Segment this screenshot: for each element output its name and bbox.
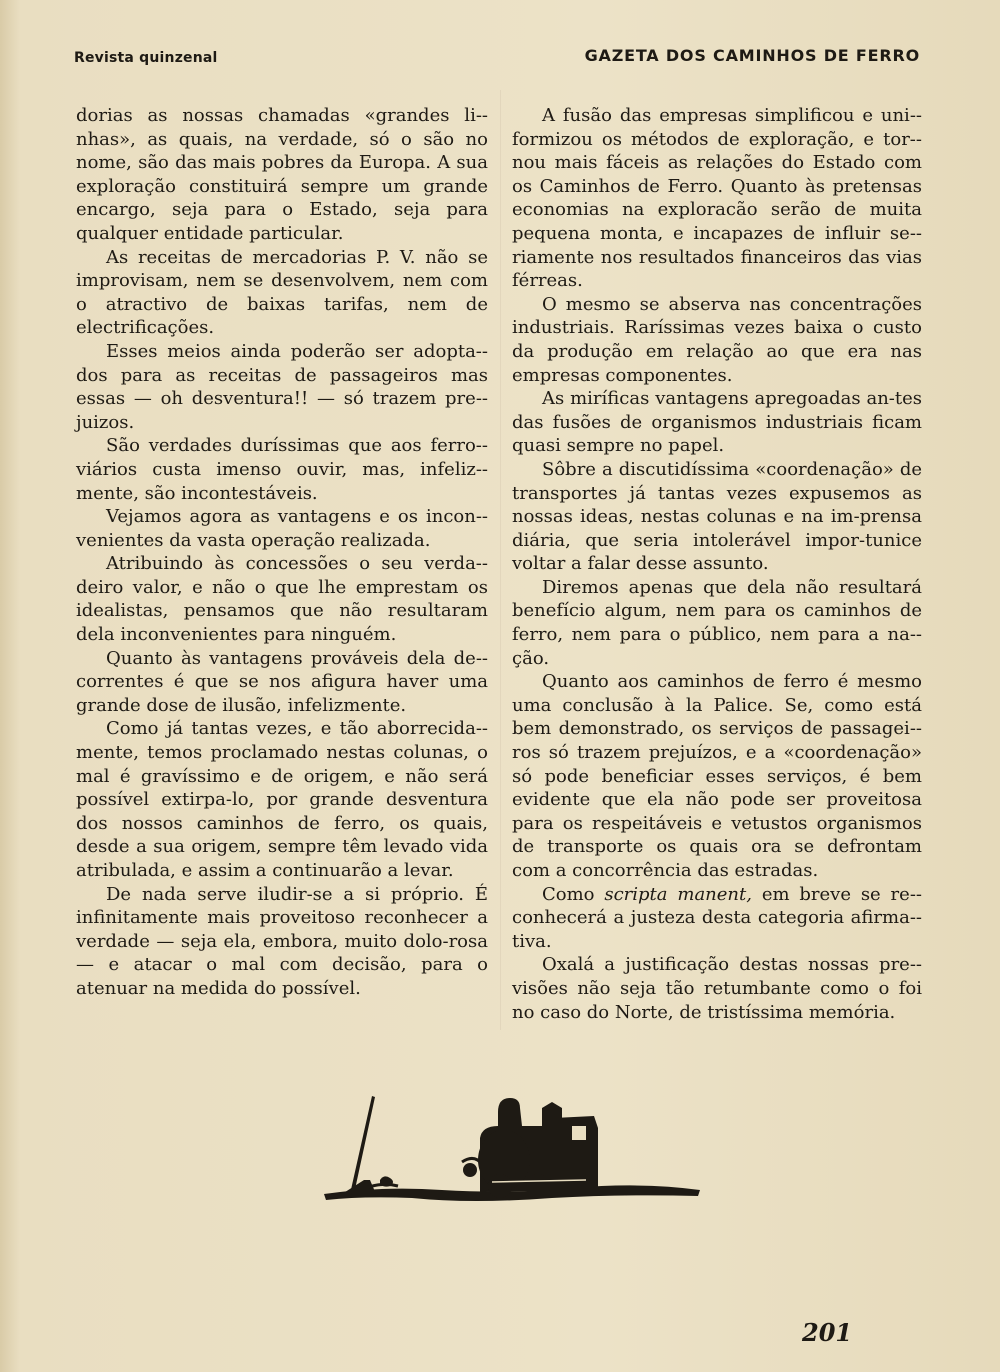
paragraph: De nada serve iludir-se a si próprio. É infinitamente mais proveitoso reconhecer a verdade — seja ela, embora, muito dolo-rosa — e atacar o mal com decisão, para o atenuar na medida do possível. (76, 883, 488, 999)
right-column (512, 104, 922, 1024)
paragraph: Vejamos agora as vantagens e os incon-venientes da vasta operação realizada. (76, 506, 488, 551)
italic-phrase: scripta manent, (604, 883, 752, 905)
paragraph: Quanto às vantagens prováveis dela de-correntes é que se nos afigura haver uma grande dose de ilusão, infelizmente. (76, 647, 488, 716)
paragraph: Quanto aos caminhos de ferro é mesmo uma conclusão à la Palice. Se, como está bem demonstrado, os serviços de passagei-ros só trazem prejuízos, e a «coordenação» só pode beneficiar esses serviços, é bem evidente que ela não pode ser proveitosa para os respeitáveis e vetustos organismos de transporte os quais ora se defrontam com a concorrência das estradas. (512, 671, 922, 881)
paragraph: Diremos apenas que dela não resultará benefício algum, nem para os caminhos de ferro, nem para o público, nem para a na-ção. (512, 576, 922, 669)
paragraph: A fusão das empresas simplificou e uni-formizou os métodos de exploração, e tor-nou mais fáceis as relações do Estado com os Caminhos de Ferro. Quanto às pretensas economias na exploracão serão de muita pequena monta, e incapazes de influir se-riamente nos resultados financeiros das vias férreas. (512, 105, 922, 292)
text-run: Como (542, 883, 605, 905)
paragraph: Atribuindo às concessões o seu verda-deiro valor, e não o que lhe emprestam os idealistas, pensamos que não resultaram dela inconvenientes para ninguém. (76, 553, 488, 646)
paragraph: São verdades duríssimas que aos ferro-viários custa imenso ouvir, mas, infeliz-mente, são incontestáveis. (76, 435, 488, 504)
column-gutter (500, 90, 501, 1030)
left-column (76, 104, 488, 1001)
paragraph: Como já tantas vezes, e tão aborrecida-mente, temos proclamado nestas colunas, o mal é gravíssimo e de origem, e não será possível extirpa-lo, por grande desventura dos nossos caminhos de ferro, os quais, desde a sua origem, sempre têm levado vida atribulada, e assim a continuarão a levar. (76, 718, 488, 881)
paragraph: O mesmo se abserva nas concentrações industriais. Raríssimas vezes baixa o custo da produção em relação ao que era nas empresas componentes. (512, 293, 922, 386)
paragraph: As receitas de mercadorias P. V. não se improvisam, nem se desenvolvem, nem com o atractivo de baixas tarifas, nem de electrificações. (76, 246, 488, 339)
paragraph: dorias as nossas chamadas «grandes li-nhas», as quais, na verdade, só o são no nome, são das mais pobres da Europa. A sua exploração constituirá sempre um grande encargo, seja para o Estado, seja para qualquer entidade particular. (76, 105, 488, 244)
paragraph: As miríficas vantagens apregoadas an-tes das fusões de organismos industriais ficam quasi sempre no papel. (512, 388, 922, 457)
running-header (74, 46, 920, 72)
paragraph: Oxalá a justificação destas nossas pre-visões não seja tão retumbante como o foi no caso do Norte, de tristíssima memória. (512, 954, 922, 1023)
paragraph: Sôbre a discutidíssima «coordenação» de transportes já tantas vezes expusemos as nossas ideas, nestas colunas e na im-prensa diária, que seria intolerável impor-tunice voltar a falar desse assunto. (512, 458, 922, 575)
paragraph-scripta-manent (512, 883, 922, 954)
header-left: Revista quinzenal (74, 50, 218, 66)
text-run: em breve se re-conhecerá a justeza desta categoria afirma-tiva. (512, 883, 922, 952)
paragraph: Esses meios ainda poderão ser adopta-dos para as receitas de passageiros mas essas — oh desventura!! — só trazem pre-juizos. (76, 340, 488, 433)
header-right: GAZETA DOS CAMINHOS DE FERRO (584, 46, 920, 65)
page-number: 201 (802, 1318, 853, 1347)
locomotive-vignette-icon (322, 1082, 702, 1212)
